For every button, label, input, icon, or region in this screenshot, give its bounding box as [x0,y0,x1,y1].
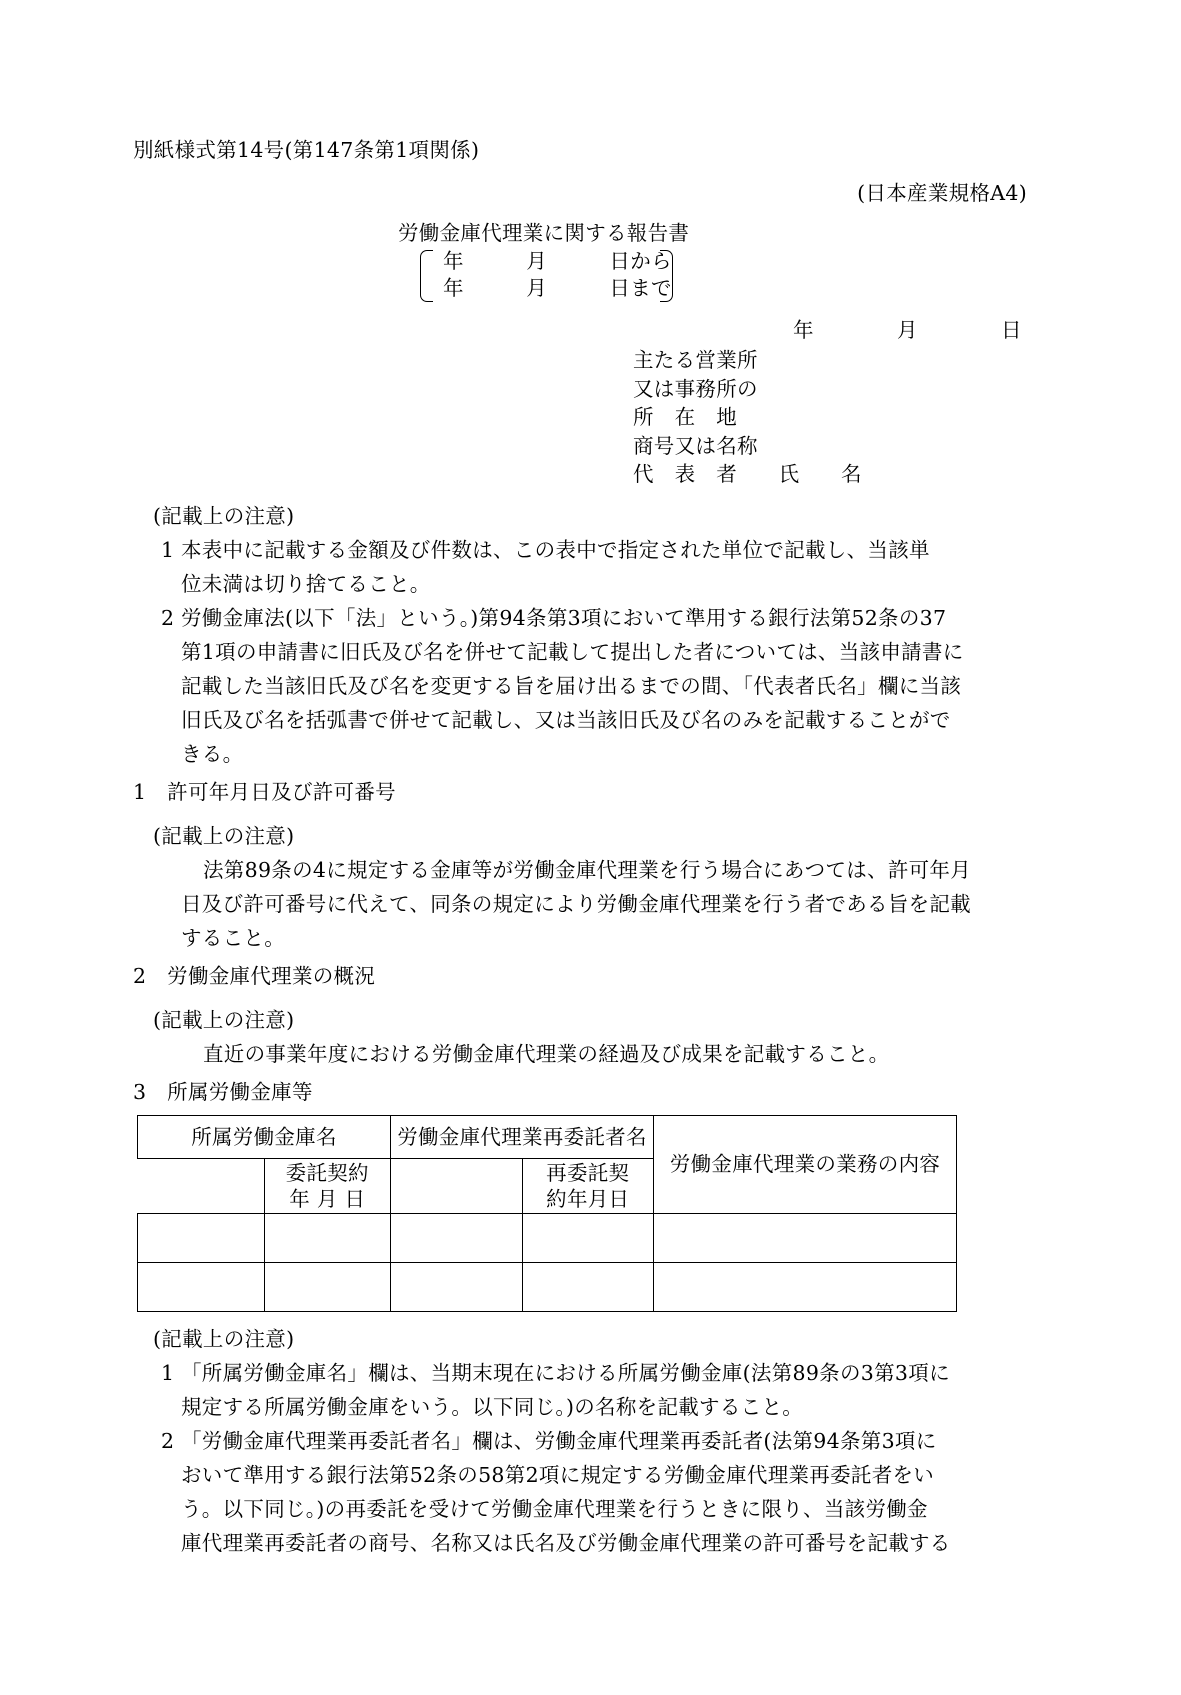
period-from-field[interactable]: 年 月 日から [443,248,672,273]
affiliated-bank-table [137,1115,957,1312]
section-2-note-body [133,1037,1061,1071]
section-3-title: 所属労働金庫等 [167,1079,313,1104]
cell-business-content[interactable] [654,1213,957,1262]
affiliated-bank-table-wrap [137,1115,1061,1312]
cell-business-content[interactable] [654,1262,957,1311]
section-1-note-line-1: 法第89条の4に規定する金庫等が労働金庫代理業を行う場合にあつては、許可年月 [203,857,972,882]
tail-note-item-2 [133,1424,1061,1560]
address-label-line-2: 又は事務所の [633,376,758,401]
section-1-note-body [133,853,1061,955]
tail-note-2-number: 2 [161,1428,175,1453]
th-spacer-left [138,1158,265,1213]
tail-notes-block [133,1322,1061,1560]
tail-note-2-line-2: おいて準用する銀行法第52条の58第2項に規定する労働金庫代理業再委託者をい [181,1462,935,1487]
intro-note-2-line-5: きる。 [181,741,244,766]
representative-name-label: 代 表 者 氏 名 [633,462,862,486]
cell-subcontractor-name[interactable] [391,1213,523,1262]
section-2-heading [133,959,1061,993]
intro-note-2-line-3: 記載した当該旧氏及び名を変更する旨を届け出るまでの間、「代表者氏名」欄に当該 [181,673,962,698]
intro-note-1-number: 1 [161,537,175,562]
cell-consignment-date[interactable] [264,1213,391,1262]
cell-affiliated-bank-name[interactable] [138,1213,265,1262]
th-resubcontract-date [522,1158,654,1213]
title-block [133,223,1061,306]
document-title: 労働金庫代理業に関する報告書 [398,221,690,245]
intro-note-item-2 [133,601,1061,771]
th-affiliated-bank-name: 所属労働金庫名 [138,1115,391,1158]
table-header-row-1 [138,1115,957,1158]
reporting-period-block [133,248,1061,306]
period-bracket-left-icon [420,250,433,302]
section-3-heading [133,1075,1061,1109]
intro-notes-heading: (記載上の注意) [153,503,295,528]
section-1-note-line-2: 日及び許可番号に代えて、同条の規定により労働金庫代理業を行う者である旨を記載 [181,891,971,916]
tail-note-1-line-2: 規定する所属労働金庫をいう。以下同じ。)の名称を記載すること。 [181,1394,804,1419]
intro-note-2-number: 2 [161,605,175,630]
period-rows [443,248,683,302]
section-2-title: 労働金庫代理業の概況 [167,963,376,988]
intro-note-1-line-2: 位未満は切り捨てること。 [181,571,431,596]
trade-name-label: 商号又は名称 [633,433,758,458]
section-1-number: 1 [133,779,147,804]
tail-note-1-line-1: 「所属労働金庫名」欄は、当期末現在における所属労働金庫(法第89条の3第3項に [181,1360,950,1385]
section-2-note-line-1: 直近の事業年度における労働金庫代理業の経過及び成果を記載すること。 [203,1041,890,1066]
table-row[interactable] [138,1262,957,1311]
period-to-field[interactable]: 年 月 日まで [443,275,672,300]
tail-note-item-1 [133,1356,1061,1424]
cell-resubcontract-date[interactable] [522,1262,654,1311]
cell-subcontractor-name[interactable] [391,1262,523,1311]
th-resubcontract-date-line-2: 約年月日 [546,1186,630,1211]
th-resubcontract-date-line-1: 再委託契 [546,1160,630,1185]
section-2-notes-heading: (記載上の注意) [153,1007,295,1032]
form-number: 別紙様式第14号(第147条第1項関係) [133,138,480,162]
tail-note-2-line-4: 庫代理業再委託者の商号、名称又は氏名及び労働金庫代理業の許可番号を記載する [181,1530,951,1555]
th-consignment-date-line-2: 年 月 日 [289,1186,366,1211]
applicant-address-block [133,346,1061,489]
th-subcontractor-name: 労働金庫代理業再委託者名 [391,1115,654,1158]
section-3-number: 3 [133,1079,147,1104]
table-row[interactable] [138,1213,957,1262]
cell-resubcontract-date[interactable] [522,1213,654,1262]
cell-affiliated-bank-name[interactable] [138,1262,265,1311]
cell-consignment-date[interactable] [264,1262,391,1311]
address-label-line-1: 主たる営業所 [633,348,758,372]
intro-note-2-line-4: 旧氏及び名を括弧書で併せて記載し、又は当該旧氏及び名のみを記載することがで [181,707,951,732]
tail-note-2-line-3: う。以下同じ。)の再委託を受けて労働金庫代理業を行うときに限り、当該労働金 [181,1496,928,1521]
section-2-number: 2 [133,963,147,988]
intro-note-1-line-1: 本表中に記載する金額及び件数は、この表中で指定された単位で記載し、当該単 [181,537,930,562]
tail-note-1-number: 1 [161,1360,175,1385]
section-1-title: 許可年月日及び許可番号 [167,779,396,804]
submission-date-field[interactable]: 年 月 日 [793,317,1022,342]
intro-note-2-line-1: 労働金庫法(以下「法」という。)第94条第3項において準用する銀行法第52条の37 [181,605,947,630]
th-consignment-date-line-1: 委託契約 [285,1160,369,1185]
tail-note-2-line-1: 「労働金庫代理業再委託者名」欄は、労働金庫代理業再委託者(法第94条第3項に [181,1428,937,1453]
th-business-content: 労働金庫代理業の業務の内容 [654,1115,957,1213]
section-1-heading [133,775,1061,809]
th-spacer-mid [391,1158,523,1213]
paper-standard-label: (日本産業規格A4) [857,180,1027,205]
intro-note-2-line-2: 第1項の申請書に旧氏及び名を併せて記載して提出した者については、当該申請書に [181,639,964,664]
th-consignment-contract-date [264,1158,391,1213]
address-label-line-3: 所 在 地 [633,405,737,429]
intro-note-item-1 [133,533,1061,601]
section-1-note-line-3: すること。 [181,925,285,950]
tail-notes-heading: (記載上の注意) [153,1326,295,1351]
section-1-notes-heading: (記載上の注意) [153,823,295,848]
